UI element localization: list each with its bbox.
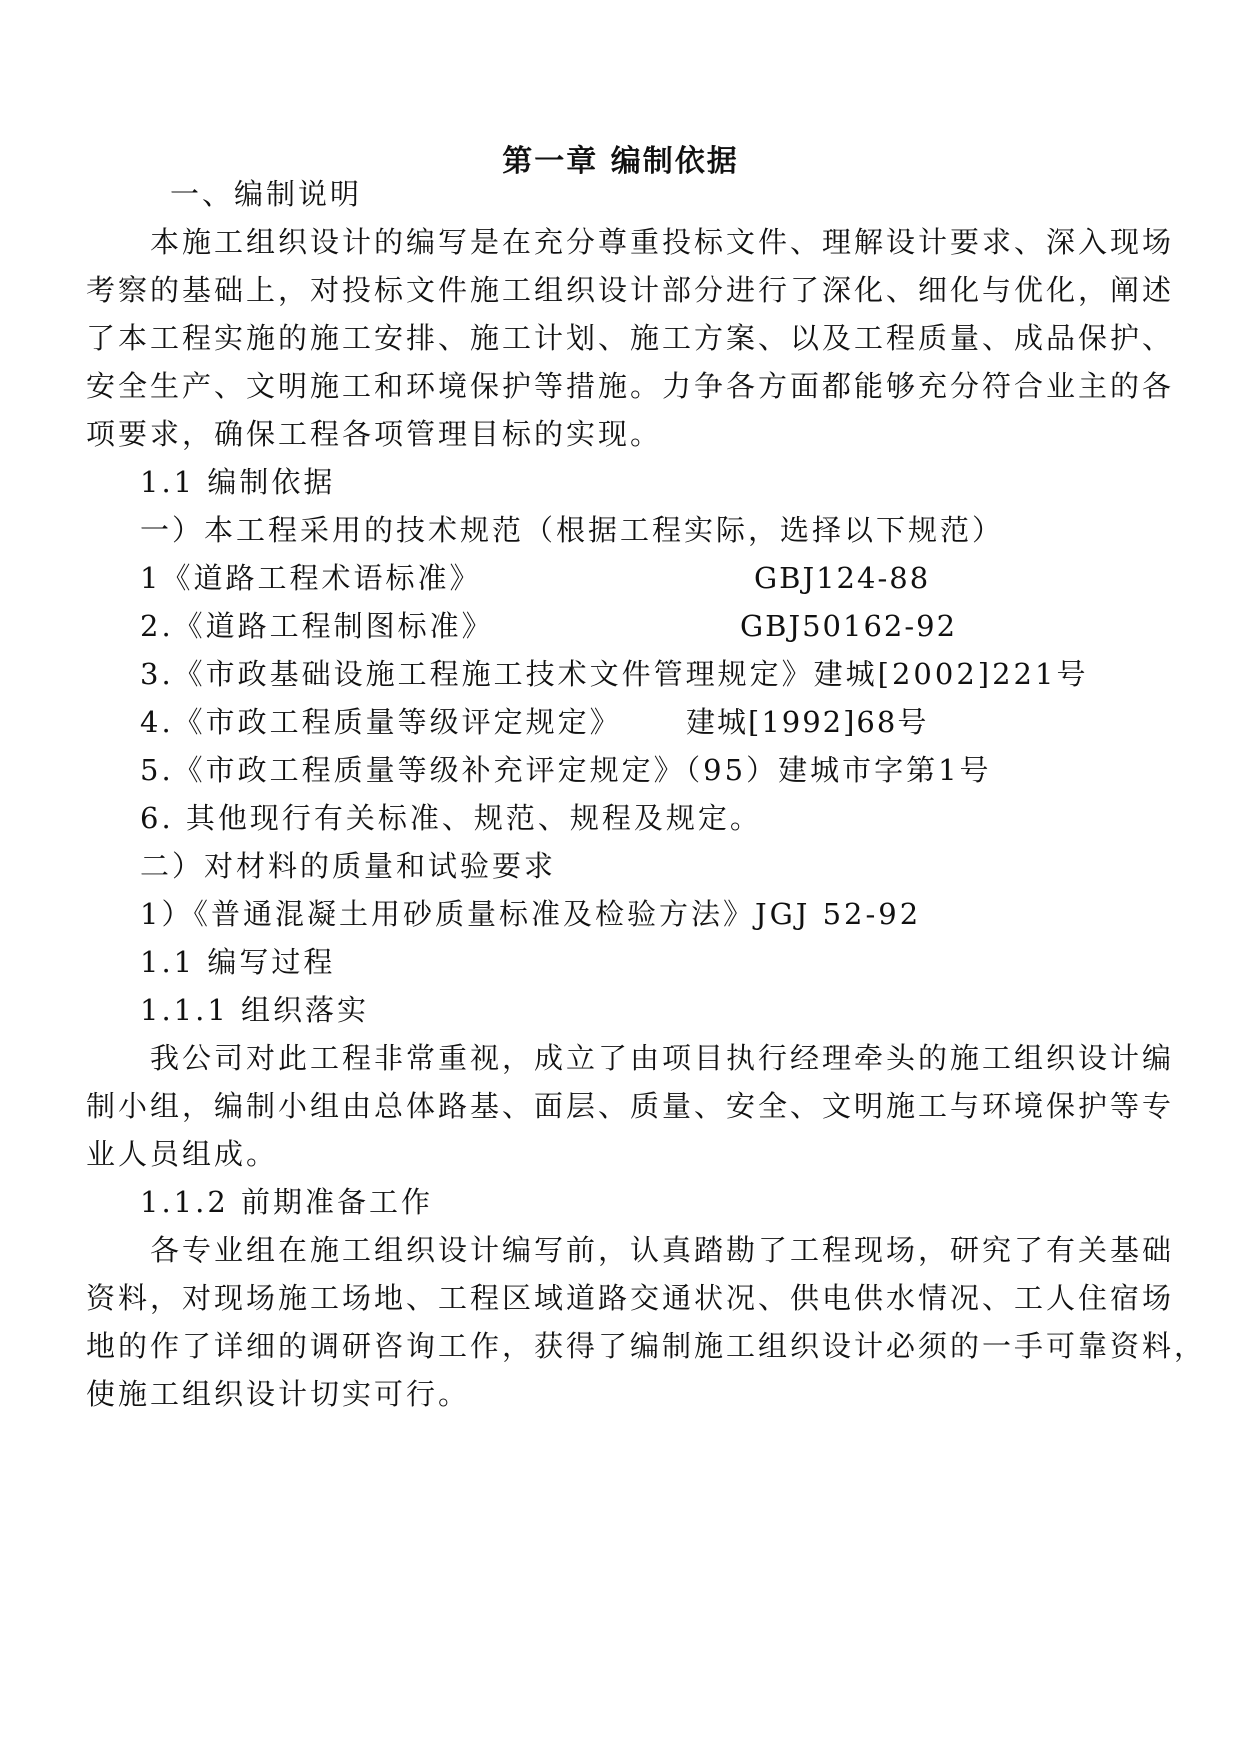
intro-line-3: 了本工程实施的施工安排、施工计划、施工方案、以及工程质量、成品保护、 [86, 321, 1175, 355]
prep-line-4: 使施工组织设计切实可行。 [86, 1377, 471, 1411]
org-line-3: 业人员组成。 [86, 1137, 279, 1171]
materials-item-1: 1）《普通混凝土用砂质量标准及检验方法》JGJ 52-92 [140, 897, 922, 931]
org-line-1: 我公司对此工程非常重视，成立了由项目执行经理牵头的施工组织设计编 [150, 1041, 1175, 1075]
standard-3-name: 3.《市政基础设施工程施工技术文件管理规定》建城[2002]221号 [140, 657, 1089, 691]
section-heading-basis: 1.1 编制依据 [140, 465, 336, 499]
subsection-heading-organization: 1.1.1 组织落实 [140, 993, 370, 1027]
standard-1-code: GBJ124-88 [754, 561, 931, 595]
section-heading-process: 1.1 编写过程 [140, 945, 336, 979]
standard-5-name: 5.《市政工程质量等级补充评定规定》（95）建城市字第1号 [140, 753, 992, 787]
prep-line-2: 资料，对现场施工场地、工程区域道路交通状况、供电供水情况、工人住宿场 [86, 1281, 1175, 1315]
intro-line-5: 项要求，确保工程各项管理目标的实现。 [86, 417, 663, 451]
standard-1-name: 1《道路工程术语标准》 [140, 561, 482, 595]
intro-line-1: 本施工组织设计的编写是在充分尊重投标文件、理解设计要求、深入现场 [150, 225, 1175, 259]
intro-line-4: 安全生产、文明施工和环境保护等措施。力争各方面都能够充分符合业主的各 [86, 369, 1175, 403]
materials-heading: 二）对材料的质量和试验要求 [140, 849, 557, 883]
prep-line-1: 各专业组在施工组织设计编写前，认真踏勘了工程现场，研究了有关基础 [150, 1233, 1175, 1267]
prep-line-3: 地的作了详细的调研咨询工作，获得了编制施工组织设计必须的一手可靠资料， [86, 1329, 1207, 1363]
subsection-heading-preparation: 1.1.2 前期准备工作 [140, 1185, 434, 1219]
chapter-title: 第一章 编制依据 [502, 144, 739, 179]
standard-2-name: 2.《道路工程制图标准》 [140, 609, 494, 643]
intro-line-2: 考察的基础上，对投标文件施工组织设计部分进行了深化、细化与优化，阐述 [86, 273, 1175, 307]
org-line-2: 制小组，编制小组由总体路基、面层、质量、安全、文明施工与环境保护等专 [86, 1089, 1175, 1123]
specs-heading: 一）本工程采用的技术规范（根据工程实际，选择以下规范） [140, 513, 1005, 547]
standard-2-code: GBJ50162-92 [740, 609, 958, 643]
section-heading-description: 一、编制说明 [170, 177, 363, 211]
standard-4-code: 建城[1992]68号 [686, 705, 929, 739]
standard-6-name: 6. 其他现行有关标准、规范、规程及规定。 [140, 801, 762, 835]
standard-4-name: 4.《市政工程质量等级评定规定》 [140, 705, 622, 739]
